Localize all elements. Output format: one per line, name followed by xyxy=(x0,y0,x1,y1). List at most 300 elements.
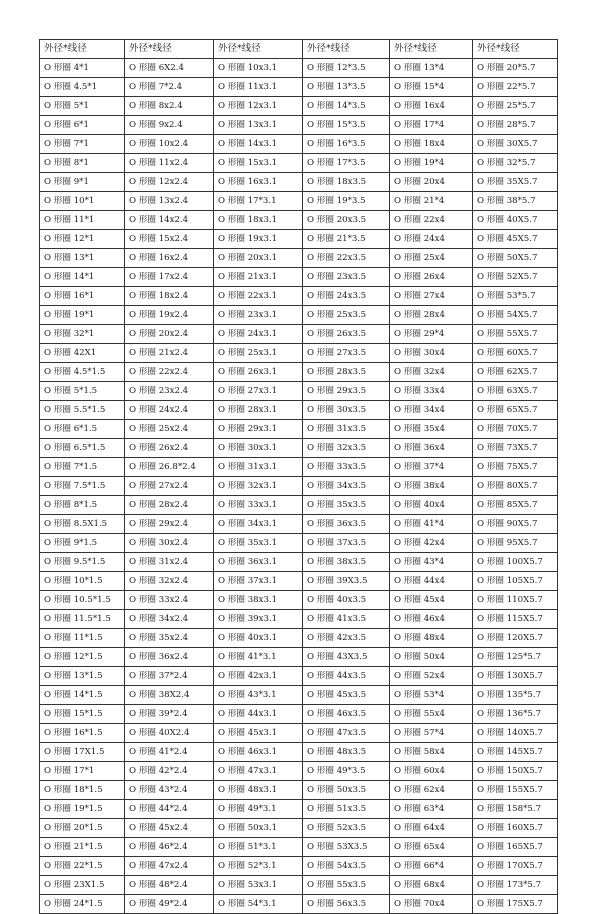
table-cell: O 形圈 42X1 xyxy=(40,344,125,363)
table-cell: O 形圈 66*4 xyxy=(390,857,473,876)
table-cell: O 形圈 39*2.4 xyxy=(125,705,214,724)
table-cell: O 形圈 155X5.7 xyxy=(473,781,558,800)
table-cell: O 形圈 20x3.1 xyxy=(214,249,303,268)
table-cell: O 形圈 21x3.1 xyxy=(214,268,303,287)
table-cell: O 形圈 175X5.7 xyxy=(473,895,558,914)
table-cell: O 形圈 34x3.1 xyxy=(214,515,303,534)
table-cell: O 形圈 28x2.4 xyxy=(125,496,214,515)
table-cell: O 形圈 45x2.4 xyxy=(125,819,214,838)
table-cell: O 形圈 19*1.5 xyxy=(40,800,125,819)
table-cell: O 形圈 18x3.5 xyxy=(303,173,390,192)
table-cell: O 形圈 22x3.1 xyxy=(214,287,303,306)
table-cell: O 形圈 33x4 xyxy=(390,382,473,401)
table-cell: O 形圈 34x4 xyxy=(390,401,473,420)
table-row xyxy=(40,211,558,230)
table-cell: O 形圈 21*3.5 xyxy=(303,230,390,249)
table-cell: O 形圈 17*1 xyxy=(40,762,125,781)
table-cell: O 形圈 57*4 xyxy=(390,724,473,743)
table-cell: O 形圈 48x3.1 xyxy=(214,781,303,800)
table-cell: O 形圈 52*3.1 xyxy=(214,857,303,876)
table-cell: O 形圈 18x2.4 xyxy=(125,287,214,306)
table-cell: O 形圈 41*3.1 xyxy=(214,648,303,667)
table-cell: O 形圈 20x4 xyxy=(390,173,473,192)
table-cell: O 形圈 54X5.7 xyxy=(473,306,558,325)
table-cell: O 形圈 56x3.5 xyxy=(303,895,390,914)
table-cell: O 形圈 40x3.5 xyxy=(303,591,390,610)
table-cell: O 形圈 29x3.1 xyxy=(214,420,303,439)
table-row xyxy=(40,230,558,249)
table-cell: O 形圈 136*5.7 xyxy=(473,705,558,724)
column-header: 外径*线径 xyxy=(125,40,214,59)
table-cell: O 形圈 63X5.7 xyxy=(473,382,558,401)
table-cell: O 形圈 12*1.5 xyxy=(40,648,125,667)
table-cell: O 形圈 11*1 xyxy=(40,211,125,230)
table-cell: O 形圈 16*1 xyxy=(40,287,125,306)
table-cell: O 形圈 5.5*1.5 xyxy=(40,401,125,420)
table-cell: O 形圈 62X5.7 xyxy=(473,363,558,382)
table-cell: O 形圈 48x3.5 xyxy=(303,743,390,762)
table-cell: O 形圈 21*4 xyxy=(390,192,473,211)
table-cell: O 形圈 110X5.7 xyxy=(473,591,558,610)
table-row xyxy=(40,173,558,192)
table-cell: O 形圈 25*5.7 xyxy=(473,97,558,116)
table-cell: O 形圈 36x3.5 xyxy=(303,515,390,534)
table-cell: O 形圈 30x2.4 xyxy=(125,534,214,553)
table-cell: O 形圈 30x3.5 xyxy=(303,401,390,420)
table-cell: O 形圈 5*1 xyxy=(40,97,125,116)
table-cell: O 形圈 100X5.7 xyxy=(473,553,558,572)
table-cell: O 形圈 58x4 xyxy=(390,743,473,762)
table-cell: O 形圈 95X5.7 xyxy=(473,534,558,553)
table-header xyxy=(40,40,558,59)
table-cell: O 形圈 48x4 xyxy=(390,629,473,648)
table-cell: O 形圈 4*1 xyxy=(40,59,125,78)
table-row xyxy=(40,287,558,306)
table-cell: O 形圈 17*4 xyxy=(390,116,473,135)
header-row xyxy=(40,40,558,59)
table-cell: O 形圈 6X2.4 xyxy=(125,59,214,78)
table-cell: O 形圈 27x4 xyxy=(390,287,473,306)
table-row xyxy=(40,363,558,382)
table-cell: O 形圈 115X5.7 xyxy=(473,610,558,629)
table-cell: O 形圈 23x2.4 xyxy=(125,382,214,401)
table-row xyxy=(40,648,558,667)
table-cell: O 形圈 15x2.4 xyxy=(125,230,214,249)
table-cell: O 形圈 60X5.7 xyxy=(473,344,558,363)
table-cell: O 形圈 6*1.5 xyxy=(40,420,125,439)
table-cell: O 形圈 64x4 xyxy=(390,819,473,838)
table-cell: O 形圈 5*1.5 xyxy=(40,382,125,401)
table-cell: O 形圈 26x3.5 xyxy=(303,325,390,344)
table-cell: O 形圈 48*2.4 xyxy=(125,876,214,895)
table-cell: O 形圈 45x4 xyxy=(390,591,473,610)
table-cell: O 形圈 11*1.5 xyxy=(40,629,125,648)
table-row xyxy=(40,515,558,534)
column-header: 外径*线径 xyxy=(303,40,390,59)
table-cell: O 形圈 15x3.1 xyxy=(214,154,303,173)
table-cell: O 形圈 11x3.1 xyxy=(214,78,303,97)
table-cell: O 形圈 38X2.4 xyxy=(125,686,214,705)
table-row xyxy=(40,249,558,268)
table-cell: O 形圈 32x2.4 xyxy=(125,572,214,591)
table-cell: O 形圈 20x3.5 xyxy=(303,211,390,230)
table-cell: O 形圈 38*5.7 xyxy=(473,192,558,211)
table-cell: O 形圈 17*3.5 xyxy=(303,154,390,173)
table-cell: O 形圈 14x2.4 xyxy=(125,211,214,230)
table-row xyxy=(40,686,558,705)
table-cell: O 形圈 150X5.7 xyxy=(473,762,558,781)
table-cell: O 形圈 33x3.5 xyxy=(303,458,390,477)
table-cell: O 形圈 34x2.4 xyxy=(125,610,214,629)
table-cell: O 形圈 44*2.4 xyxy=(125,800,214,819)
table-cell: O 形圈 9*1 xyxy=(40,173,125,192)
table-cell: O 形圈 19*3.5 xyxy=(303,192,390,211)
table-cell: O 形圈 53*4 xyxy=(390,686,473,705)
table-row xyxy=(40,705,558,724)
table-cell: O 形圈 22*1.5 xyxy=(40,857,125,876)
table-cell: O 形圈 35x4 xyxy=(390,420,473,439)
table-cell: O 形圈 32*1 xyxy=(40,325,125,344)
table-row xyxy=(40,439,558,458)
table-cell: O 形圈 45x3.1 xyxy=(214,724,303,743)
table-row xyxy=(40,154,558,173)
table-cell: O 形圈 23X1.5 xyxy=(40,876,125,895)
table-cell: O 形圈 44x3.5 xyxy=(303,667,390,686)
table-cell: O 形圈 14*1 xyxy=(40,268,125,287)
table-cell: O 形圈 35X5.7 xyxy=(473,173,558,192)
table-cell: O 形圈 60x4 xyxy=(390,762,473,781)
table-cell: O 形圈 13*3.5 xyxy=(303,78,390,97)
table-cell: O 形圈 43*4 xyxy=(390,553,473,572)
table-cell: O 形圈 46x3.1 xyxy=(214,743,303,762)
table-cell: O 形圈 11x2.4 xyxy=(125,154,214,173)
table-cell: O 形圈 55x3.5 xyxy=(303,876,390,895)
table-cell: O 形圈 27x2.4 xyxy=(125,477,214,496)
table-row xyxy=(40,667,558,686)
table-cell: O 形圈 37x3.5 xyxy=(303,534,390,553)
table-cell: O 形圈 50X5.7 xyxy=(473,249,558,268)
table-cell: O 形圈 14x3.1 xyxy=(214,135,303,154)
table-cell: O 形圈 25x2.4 xyxy=(125,420,214,439)
table-cell: O 形圈 8*1.5 xyxy=(40,496,125,515)
table-cell: O 形圈 52x4 xyxy=(390,667,473,686)
table-cell: O 形圈 63*4 xyxy=(390,800,473,819)
table-cell: O 形圈 29x2.4 xyxy=(125,515,214,534)
table-cell: O 形圈 42*2.4 xyxy=(125,762,214,781)
table-cell: O 形圈 38x3.1 xyxy=(214,591,303,610)
table-row xyxy=(40,610,558,629)
table-row xyxy=(40,534,558,553)
table-cell: O 形圈 24*1.5 xyxy=(40,895,125,914)
table-cell: O 形圈 19*1 xyxy=(40,306,125,325)
table-cell: O 形圈 7.5*1.5 xyxy=(40,477,125,496)
table-cell: O 形圈 32*5.7 xyxy=(473,154,558,173)
table-cell: O 形圈 38x3.5 xyxy=(303,553,390,572)
table-row xyxy=(40,553,558,572)
table-cell: O 形圈 40x4 xyxy=(390,496,473,515)
column-header: 外径*线径 xyxy=(214,40,303,59)
table-cell: O 形圈 16x3.1 xyxy=(214,173,303,192)
table-cell: O 形圈 6.5*1.5 xyxy=(40,439,125,458)
table-cell: O 形圈 41*4 xyxy=(390,515,473,534)
table-cell: O 形圈 33x3.1 xyxy=(214,496,303,515)
table-row xyxy=(40,800,558,819)
table-cell: O 形圈 8.5X1.5 xyxy=(40,515,125,534)
table-cell: O 形圈 170X5.7 xyxy=(473,857,558,876)
table-cell: O 形圈 41*2.4 xyxy=(125,743,214,762)
table-row xyxy=(40,838,558,857)
table-cell: O 形圈 25x3.5 xyxy=(303,306,390,325)
table-cell: O 形圈 37x3.1 xyxy=(214,572,303,591)
table-row xyxy=(40,857,558,876)
table-cell: O 形圈 42x3.5 xyxy=(303,629,390,648)
table-cell: O 形圈 80X5.7 xyxy=(473,477,558,496)
table-cell: O 形圈 38x4 xyxy=(390,477,473,496)
table-cell: O 形圈 43X3.5 xyxy=(303,648,390,667)
table-cell: O 形圈 8*1 xyxy=(40,154,125,173)
table-cell: O 形圈 25x4 xyxy=(390,249,473,268)
table-cell: O 形圈 39X3.5 xyxy=(303,572,390,591)
table-cell: O 形圈 30x3.1 xyxy=(214,439,303,458)
table-cell: O 形圈 14*3.5 xyxy=(303,97,390,116)
table-row xyxy=(40,743,558,762)
table-cell: O 形圈 47x3.5 xyxy=(303,724,390,743)
table-cell: O 形圈 31x3.5 xyxy=(303,420,390,439)
table-cell: O 形圈 68x4 xyxy=(390,876,473,895)
table-cell: O 形圈 28x3.1 xyxy=(214,401,303,420)
table-cell: O 形圈 39x3.1 xyxy=(214,610,303,629)
table-cell: O 形圈 53X3.5 xyxy=(303,838,390,857)
table-cell: O 形圈 4.5*1 xyxy=(40,78,125,97)
table-cell: O 形圈 8x2.4 xyxy=(125,97,214,116)
table-cell: O 形圈 65x4 xyxy=(390,838,473,857)
table-cell: O 形圈 13x2.4 xyxy=(125,192,214,211)
table-cell: O 形圈 12x3.1 xyxy=(214,97,303,116)
table-cell: O 形圈 75X5.7 xyxy=(473,458,558,477)
table-cell: O 形圈 28x3.5 xyxy=(303,363,390,382)
table-cell: O 形圈 55X5.7 xyxy=(473,325,558,344)
table-cell: O 形圈 22x4 xyxy=(390,211,473,230)
table-cell: O 形圈 22x3.5 xyxy=(303,249,390,268)
table-cell: O 形圈 50x3.5 xyxy=(303,781,390,800)
table-cell: O 形圈 24x4 xyxy=(390,230,473,249)
table-cell: O 形圈 15*3.5 xyxy=(303,116,390,135)
table-cell: O 形圈 7*2.4 xyxy=(125,78,214,97)
table-cell: O 形圈 40x3.1 xyxy=(214,629,303,648)
table-cell: O 形圈 46x4 xyxy=(390,610,473,629)
table-cell: O 形圈 52x3.5 xyxy=(303,819,390,838)
o-ring-size-table xyxy=(39,39,558,914)
table-row xyxy=(40,78,558,97)
table-cell: O 形圈 145X5.7 xyxy=(473,743,558,762)
table-row xyxy=(40,192,558,211)
table-cell: O 形圈 36x4 xyxy=(390,439,473,458)
table-cell: O 形圈 46*2.4 xyxy=(125,838,214,857)
table-cell: O 形圈 10*1.5 xyxy=(40,572,125,591)
table-cell: O 形圈 13*1 xyxy=(40,249,125,268)
table-row xyxy=(40,325,558,344)
table-cell: O 形圈 22*5.7 xyxy=(473,78,558,97)
table-cell: O 形圈 70X5.7 xyxy=(473,420,558,439)
table-cell: O 形圈 23x3.5 xyxy=(303,268,390,287)
table-cell: O 形圈 44x4 xyxy=(390,572,473,591)
table-cell: O 形圈 42x3.1 xyxy=(214,667,303,686)
table-row xyxy=(40,496,558,515)
table-cell: O 形圈 47x2.4 xyxy=(125,857,214,876)
table-cell: O 形圈 49*3.5 xyxy=(303,762,390,781)
table-cell: O 形圈 165X5.7 xyxy=(473,838,558,857)
table-cell: O 形圈 160X5.7 xyxy=(473,819,558,838)
table-cell: O 形圈 54x3.5 xyxy=(303,857,390,876)
table-cell: O 形圈 41x3.5 xyxy=(303,610,390,629)
table-row xyxy=(40,762,558,781)
table-cell: O 形圈 28*5.7 xyxy=(473,116,558,135)
table-cell: O 形圈 23x3.1 xyxy=(214,306,303,325)
table-cell: O 形圈 54*3.1 xyxy=(214,895,303,914)
table-cell: O 形圈 158*5.7 xyxy=(473,800,558,819)
table-cell: O 形圈 18x3.1 xyxy=(214,211,303,230)
table-row xyxy=(40,477,558,496)
column-header: 外径*线径 xyxy=(390,40,473,59)
table-cell: O 形圈 24x3.1 xyxy=(214,325,303,344)
table-cell: O 形圈 26x3.1 xyxy=(214,363,303,382)
table-cell: O 形圈 12x2.4 xyxy=(125,173,214,192)
table-cell: O 形圈 12*3.5 xyxy=(303,59,390,78)
table-cell: O 形圈 49*2.4 xyxy=(125,895,214,914)
table-cell: O 形圈 51*3.1 xyxy=(214,838,303,857)
table-cell: O 形圈 173*5.7 xyxy=(473,876,558,895)
table-cell: O 形圈 9.5*1.5 xyxy=(40,553,125,572)
table-cell: O 形圈 105X5.7 xyxy=(473,572,558,591)
table-cell: O 形圈 20x2.4 xyxy=(125,325,214,344)
table-cell: O 形圈 17*3.1 xyxy=(214,192,303,211)
table-cell: O 形圈 140X5.7 xyxy=(473,724,558,743)
table-cell: O 形圈 135*5.7 xyxy=(473,686,558,705)
table-cell: O 形圈 21x2.4 xyxy=(125,344,214,363)
table-cell: O 形圈 35x3.5 xyxy=(303,496,390,515)
table-cell: O 形圈 45X5.7 xyxy=(473,230,558,249)
table-cell: O 形圈 73X5.7 xyxy=(473,439,558,458)
table-cell: O 形圈 15*1.5 xyxy=(40,705,125,724)
table-cell: O 形圈 46x3.5 xyxy=(303,705,390,724)
table-cell: O 形圈 36x2.4 xyxy=(125,648,214,667)
table-cell: O 形圈 62x4 xyxy=(390,781,473,800)
table-cell: O 形圈 50x3.1 xyxy=(214,819,303,838)
table-cell: O 形圈 19x3.1 xyxy=(214,230,303,249)
table-cell: O 形圈 44x3.1 xyxy=(214,705,303,724)
table-row xyxy=(40,591,558,610)
table-cell: O 形圈 13*4 xyxy=(390,59,473,78)
table-cell: O 形圈 12*1 xyxy=(40,230,125,249)
table-cell: O 形圈 18x4 xyxy=(390,135,473,154)
table-cell: O 形圈 11.5*1.5 xyxy=(40,610,125,629)
table-cell: O 形圈 35x2.4 xyxy=(125,629,214,648)
table-cell: O 形圈 130X5.7 xyxy=(473,667,558,686)
table-cell: O 形圈 26x2.4 xyxy=(125,439,214,458)
table-cell: O 形圈 4.5*1.5 xyxy=(40,363,125,382)
table-cell: O 形圈 14*1.5 xyxy=(40,686,125,705)
table-cell: O 形圈 32x3.5 xyxy=(303,439,390,458)
table-cell: O 形圈 53*5.7 xyxy=(473,287,558,306)
table-cell: O 形圈 9x2.4 xyxy=(125,116,214,135)
table-cell: O 形圈 53x3.1 xyxy=(214,876,303,895)
table-cell: O 形圈 43*3.1 xyxy=(214,686,303,705)
table-cell: O 形圈 24x3.5 xyxy=(303,287,390,306)
table-cell: O 形圈 10.5*1.5 xyxy=(40,591,125,610)
table-cell: O 形圈 7*1 xyxy=(40,135,125,154)
table-cell: O 形圈 49*3.1 xyxy=(214,800,303,819)
table-row xyxy=(40,781,558,800)
table-cell: O 形圈 90X5.7 xyxy=(473,515,558,534)
table-row xyxy=(40,819,558,838)
table-cell: O 形圈 65X5.7 xyxy=(473,401,558,420)
table-cell: O 形圈 16*1.5 xyxy=(40,724,125,743)
table-cell: O 形圈 43*2.4 xyxy=(125,781,214,800)
table-cell: O 形圈 24x2.4 xyxy=(125,401,214,420)
table-cell: O 形圈 47x3.1 xyxy=(214,762,303,781)
table-cell: O 形圈 17X1.5 xyxy=(40,743,125,762)
table-cell: O 形圈 21*1.5 xyxy=(40,838,125,857)
table-cell: O 形圈 10*1 xyxy=(40,192,125,211)
table-cell: O 形圈 13*1.5 xyxy=(40,667,125,686)
table-cell: O 形圈 37*4 xyxy=(390,458,473,477)
table-cell: O 形圈 40X5.7 xyxy=(473,211,558,230)
table-row xyxy=(40,344,558,363)
table-cell: O 形圈 29*4 xyxy=(390,325,473,344)
table-row xyxy=(40,135,558,154)
table-row xyxy=(40,895,558,914)
table-row xyxy=(40,97,558,116)
table-row xyxy=(40,306,558,325)
table-cell: O 形圈 19*4 xyxy=(390,154,473,173)
table-row xyxy=(40,116,558,135)
column-header: 外径*线径 xyxy=(473,40,558,59)
table-cell: O 形圈 37*2.4 xyxy=(125,667,214,686)
column-header: 外径*线径 xyxy=(40,40,125,59)
table-cell: O 形圈 36x3.1 xyxy=(214,553,303,572)
table-cell: O 形圈 16*3.5 xyxy=(303,135,390,154)
table-cell: O 形圈 45x3.5 xyxy=(303,686,390,705)
table-cell: O 形圈 19x2.4 xyxy=(125,306,214,325)
table-cell: O 形圈 55x4 xyxy=(390,705,473,724)
table-cell: O 形圈 10x3.1 xyxy=(214,59,303,78)
table-row xyxy=(40,382,558,401)
table-cell: O 形圈 51x3.5 xyxy=(303,800,390,819)
table-cell: O 形圈 10x2.4 xyxy=(125,135,214,154)
table-body xyxy=(40,59,558,914)
table-cell: O 形圈 27x3.1 xyxy=(214,382,303,401)
table-cell: O 形圈 28x4 xyxy=(390,306,473,325)
table-cell: O 形圈 32x3.1 xyxy=(214,477,303,496)
table-cell: O 形圈 18*1.5 xyxy=(40,781,125,800)
table-cell: O 形圈 7*1.5 xyxy=(40,458,125,477)
table-row xyxy=(40,629,558,648)
table-cell: O 形圈 32x4 xyxy=(390,363,473,382)
table-cell: O 形圈 13x3.1 xyxy=(214,116,303,135)
table-cell: O 形圈 34x3.5 xyxy=(303,477,390,496)
table-cell: O 形圈 33x2.4 xyxy=(125,591,214,610)
table-cell: O 形圈 9*1.5 xyxy=(40,534,125,553)
table-cell: O 形圈 27x3.5 xyxy=(303,344,390,363)
table-cell: O 形圈 40X2.4 xyxy=(125,724,214,743)
table-row xyxy=(40,458,558,477)
table-cell: O 形圈 42x4 xyxy=(390,534,473,553)
table-cell: O 形圈 25x3.1 xyxy=(214,344,303,363)
table-cell: O 形圈 20*5.7 xyxy=(473,59,558,78)
table-row xyxy=(40,401,558,420)
table-cell: O 形圈 70x4 xyxy=(390,895,473,914)
table-cell: O 形圈 35x3.1 xyxy=(214,534,303,553)
